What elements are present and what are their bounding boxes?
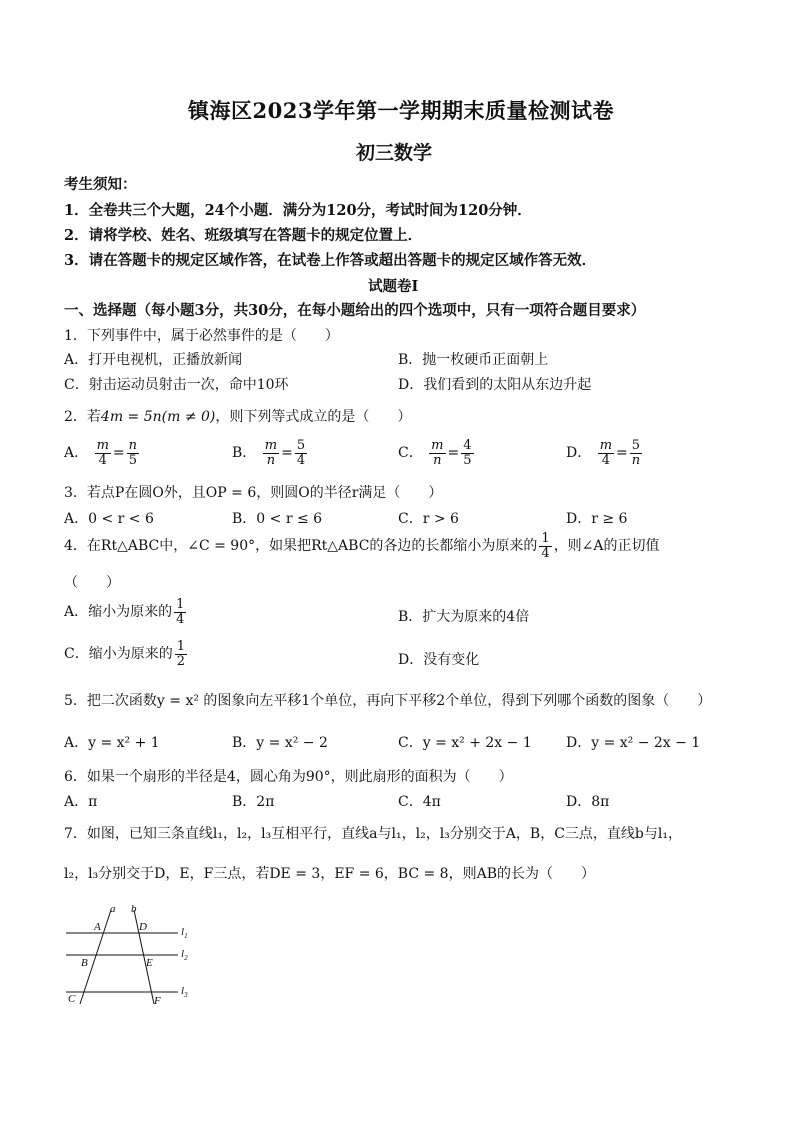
label-l3: $l_3$	[181, 985, 188, 999]
question-5-option-c: C．y = x² + 2x − 1	[398, 735, 532, 751]
fraction: $\frac{m}{4}$	[599, 438, 613, 468]
fraction: $\frac{5}{4}$	[296, 438, 306, 468]
question-5-option-d: D．y = x² − 2x − 1	[566, 735, 701, 751]
parallel-lines-figure	[60, 900, 200, 1010]
question-7-line-2: l₂，l₃分别交于D，E，F三点，若DE = 3，EF = 6，BC = 8，则AB的长为（ ）	[64, 866, 595, 882]
question-2-stem-expr: 4m = 5n(m ≠ 0)	[100, 409, 216, 425]
question-1-stem: 1．下列事件中，属于必然事件的是（ ）	[64, 328, 339, 344]
label-a: a	[110, 903, 116, 915]
question-2-option-d: D． $\frac{m}{4}$ = $\frac{5}{n}$	[566, 438, 641, 468]
question-4-stem: 4．在Rt△ABC中，∠C = 90°，如果把Rt△ABC的各边的长都缩小为原来的 $\frac{1}{4}$ ，则∠A的正切值	[64, 531, 660, 561]
question-3-option-c: C．r > 6	[398, 511, 459, 527]
fraction: $\frac{n}{5}$	[128, 438, 138, 468]
question-3-option-a: A．0 < r < 6	[64, 511, 154, 527]
fraction: $\frac{1}{4}$	[176, 597, 185, 627]
fraction: $\frac{m}{n}$	[264, 438, 278, 468]
fraction: $\frac{m}{4}$	[96, 438, 109, 468]
question-2-stem-pre: 2．若	[64, 409, 101, 425]
fraction: $\frac{5}{n}$	[631, 438, 641, 468]
question-6-stem: 6．如果一个扇形的半径是4，圆心角为90°，则此扇形的面积为（ ）	[64, 769, 513, 785]
question-5-option-b: B．y = x² − 2	[232, 735, 328, 751]
question-1-option-b: B．抛一枚硬币正面朝上	[398, 352, 549, 368]
question-2-stem-post: ，则下列等式成立的是（ ）	[215, 409, 412, 425]
label-b: b	[131, 903, 137, 915]
label-F: F	[154, 995, 161, 1007]
label-A: A	[94, 921, 101, 933]
question-2-option-b: B． $\frac{m}{n}$ = $\frac{5}{4}$	[232, 438, 306, 468]
question-1-option-a: A．打开电视机，正播放新闻	[64, 352, 243, 368]
question-7-line-1: 7．如图，已知三条直线l₁，l₂，l₃互相平行，直线a与l₁，l₂，l₃分别交于A，B，C三点，直线b与l₁，	[64, 826, 682, 842]
label-B: B	[81, 957, 88, 969]
question-5-stem: 5．把二次函数y = x² 的图象向左平移1个单位，再向下平移2个单位，得到下列哪个函数的图象（ ）	[64, 693, 712, 709]
label-l2: $l_2$	[181, 948, 188, 962]
question-4-option-d: D．没有变化	[398, 652, 480, 668]
question-2-stem	[64, 406, 411, 426]
notice-heading: 考生须知：	[64, 176, 137, 193]
volume-label: 试题卷Ⅰ	[368, 278, 419, 295]
exam-title: 镇海区2023学年第一学期期末质量检测试卷	[188, 98, 614, 123]
label-D: D	[139, 921, 147, 933]
question-2-option-c: C． $\frac{m}{n}$ = $\frac{4}{5}$	[398, 438, 472, 468]
label-C: C	[68, 993, 76, 1005]
notice-item: 2．请将学校、姓名、班级填写在答题卡的规定位置上．	[64, 227, 423, 244]
exam-subtitle: 初三数学	[356, 142, 433, 164]
fraction: $\frac{1}{4}$	[541, 531, 550, 561]
question-6-option-d: D．8π	[566, 794, 610, 810]
fraction: $\frac{1}{2}$	[176, 639, 185, 669]
question-6-option-b: B．2π	[232, 794, 275, 810]
label-E: E	[146, 957, 153, 969]
question-2-option-a: A． $\frac{m}{4}$ = $\frac{n}{5}$	[64, 438, 138, 468]
question-1-option-d: D．我们看到的太阳从东边升起	[398, 377, 592, 393]
question-3-option-b: B．0 < r ≤ 6	[232, 511, 323, 527]
question-4-option-b: B．扩大为原来的4倍	[398, 609, 530, 625]
question-6-option-c: C．4π	[398, 794, 441, 810]
question-3-option-d: D．r ≥ 6	[566, 511, 628, 527]
question-3-stem: 3．若点P在圆O外，且OP = 6，则圆O的半径r满足（ ）	[64, 485, 443, 501]
notice-item: 1．全卷共三个大题，24个小题．满分为120分，考试时间为120分钟．	[64, 202, 532, 219]
fraction: $\frac{4}{5}$	[463, 438, 472, 468]
notice-item: 3．请在答题卡的规定区域作答，在试卷上作答或超出答题卡的规定区域作答无效．	[64, 252, 597, 269]
question-4-option-a: A．缩小为原来的 $\frac{1}{4}$	[64, 597, 185, 627]
question-4-answer-paren: （ ）	[64, 575, 120, 591]
question-1-option-c: C．射击运动员射击一次，命中10环	[64, 377, 289, 393]
label-l1: $l_1$	[181, 926, 188, 940]
question-4-option-c: C．缩小为原来的 $\frac{1}{2}$	[64, 639, 185, 669]
question-6-option-a: A．π	[64, 794, 98, 810]
section-heading: 一、选择题（每小题3分，共30分，在每小题给出的四个选项中，只有一项符合题目要求）	[64, 302, 646, 319]
question-5-option-a: A．y = x² + 1	[64, 735, 160, 751]
fraction: $\frac{m}{n}$	[431, 438, 444, 468]
